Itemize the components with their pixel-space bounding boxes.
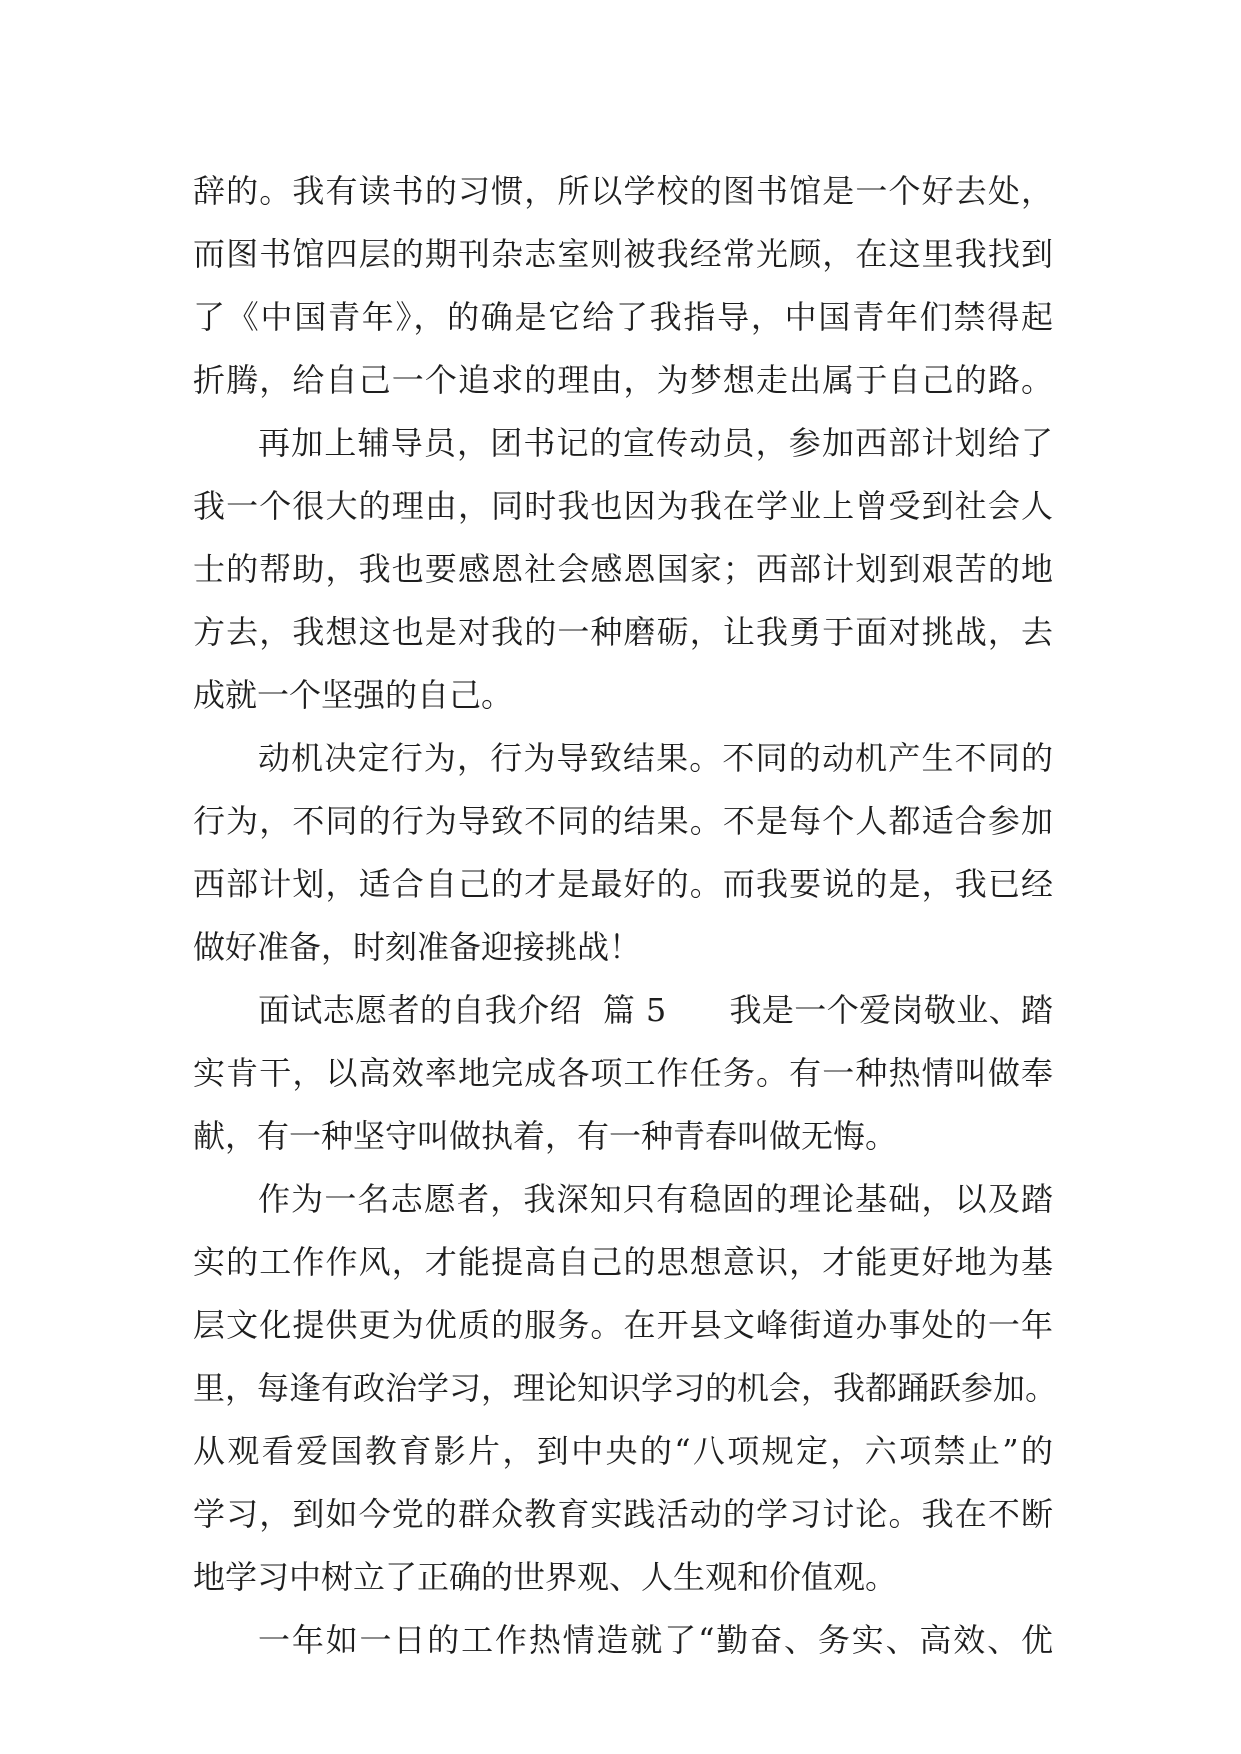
text-line: 而图书馆四层的期刊杂志室则被我经常光顾，在这里我找到 <box>193 235 1053 273</box>
text-line: 层文化提供更为优质的服务。在开县文峰街道办事处的一年 <box>193 1306 1053 1344</box>
text-line: 地学习中树立了正确的世界观、人生观和价值观。 <box>193 1558 898 1596</box>
text-line: 辞的。我有读书的习惯，所以学校的图书馆是一个好去处， <box>193 172 1053 210</box>
paragraph-first-line: 动机决定行为，行为导致结果。不同的动机产生不同的 <box>258 739 1053 777</box>
text-line: 实的工作作风，才能提高自己的思想意识，才能更好地为基 <box>193 1243 1053 1281</box>
text-line: 方去，我想这也是对我的一种磨砺，让我勇于面对挑战，去 <box>193 613 1053 651</box>
text-line: 士的帮助，我也要感恩社会感恩国家；西部计划到艰苦的地 <box>193 550 1053 588</box>
paragraph-first-line: 一年如一日的工作热情造就了“勤奋、务实、高效、优 <box>258 1621 1053 1659</box>
section-heading-line: 面试志愿者的自我介绍 篇 5 我是一个爱岗敬业、踏 <box>258 991 1053 1029</box>
text-line: 折腾，给自己一个追求的理由，为梦想走出属于自己的路。 <box>193 361 1053 399</box>
text-line: 西部计划，适合自己的才是最好的。而我要说的是，我已经 <box>193 865 1053 903</box>
paragraph-first-line: 再加上辅导员，团书记的宣传动员，参加西部计划给了 <box>258 424 1053 462</box>
text-line: 学习，到如今党的群众教育实践活动的学习讨论。我在不断 <box>193 1495 1053 1533</box>
text-line: 里，每逢有政治学习，理论知识学习的机会，我都踊跃参加。 <box>193 1369 1058 1407</box>
text-line: 从观看爱国教育影片，到中央的“八项规定，六项禁止”的 <box>193 1432 1053 1470</box>
text-line: 做好准备，时刻准备迎接挑战！ <box>193 928 642 966</box>
text-line: 实肯干，以高效率地完成各项工作任务。有一种热情叫做奉 <box>193 1054 1053 1092</box>
text-line: 行为，不同的行为导致不同的结果。不是每个人都适合参加 <box>193 802 1053 840</box>
text-line: 成就一个坚强的自己。 <box>193 676 514 714</box>
text-line: 了《中国青年》，的确是它给了我指导，中国青年们禁得起 <box>193 298 1053 336</box>
paragraph-first-line: 作为一名志愿者，我深知只有稳固的理论基础，以及踏 <box>258 1180 1053 1218</box>
text-line: 我一个很大的理由，同时我也因为我在学业上曾受到社会人 <box>193 487 1053 525</box>
text-line: 献，有一种坚守叫做执着，有一种青春叫做无悔。 <box>193 1117 898 1155</box>
